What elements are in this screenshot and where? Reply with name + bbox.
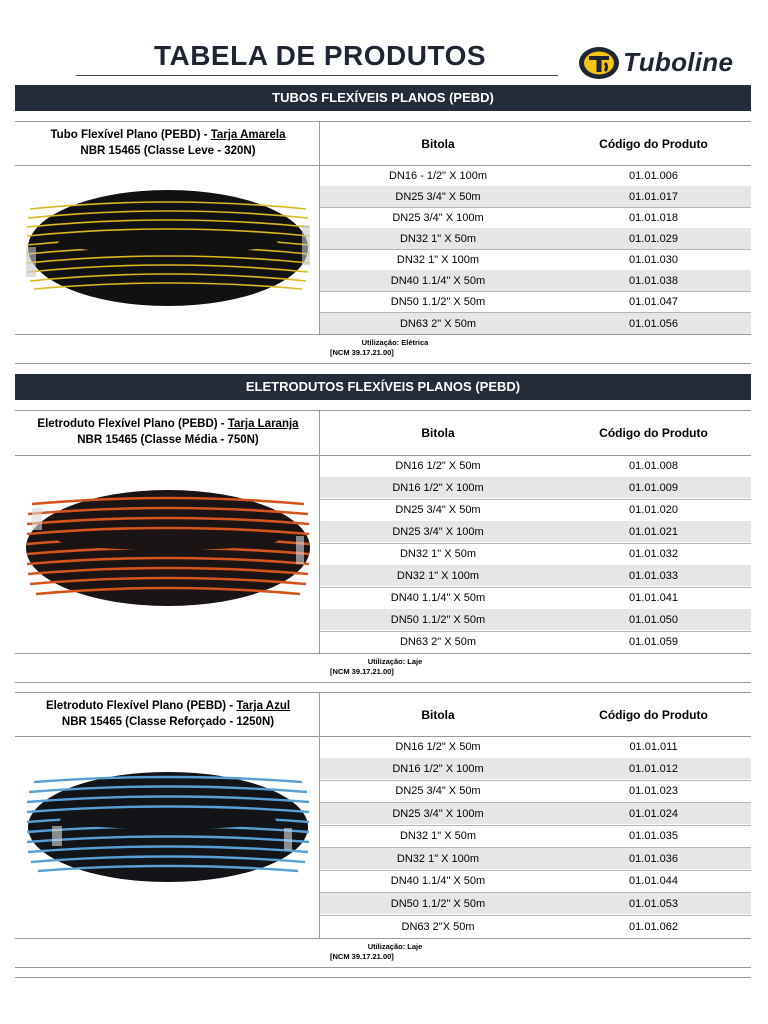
product-norm: NBR 15465 (Classe Leve - 320N)	[80, 145, 256, 157]
codigo-cell: 01.01.062	[629, 920, 678, 933]
table-row	[320, 848, 751, 869]
divider	[15, 410, 751, 411]
codigo-cell: 01.01.041	[629, 591, 678, 604]
product-name: Tubo Flexível Plano (PEBD) -	[50, 129, 211, 141]
bitola-cell: DN50 1.1/2" X 50m	[390, 613, 486, 626]
bitola-cell: DN32 1" X 100m	[396, 852, 480, 865]
bitola-cell: DN25 3/4" X 100m	[392, 525, 484, 538]
table-row	[320, 609, 751, 630]
column-header-bitola: Bitola	[421, 708, 455, 722]
product-norm: NBR 15465 (Classe Média - 750N)	[77, 434, 259, 446]
usage-note	[330, 942, 460, 962]
table-row	[320, 499, 751, 520]
product-stripe: Tarja Azul	[236, 700, 291, 712]
table-row	[320, 565, 751, 586]
column-header-bitola: Bitola	[421, 426, 455, 440]
bitola-cell: DN16 - 1/2" X 100m	[388, 169, 488, 182]
table-row	[320, 870, 751, 891]
table-row	[320, 543, 751, 564]
divider	[15, 938, 751, 939]
divider	[15, 363, 751, 364]
codigo-cell: 01.01.018	[629, 211, 678, 224]
usage-note	[330, 657, 460, 677]
divider	[15, 121, 751, 122]
table-row	[320, 803, 751, 824]
table-row	[320, 736, 751, 757]
yellow-stripe-pipe-coil-image	[22, 185, 314, 311]
table-row	[320, 780, 751, 801]
bitola-cell: DN50 1.1/2" X 50m	[390, 897, 486, 910]
brand-name: Tuboline	[623, 47, 734, 77]
product-stripe: Tarja Amarela	[210, 129, 286, 141]
product-stripe: Tarja Laranja	[227, 418, 299, 430]
orange-stripe-pipe-coil-image	[22, 486, 314, 610]
usage-text: Utilização: Elétrica	[361, 338, 429, 347]
table-row	[320, 916, 751, 937]
codigo-cell: 01.01.035	[629, 829, 678, 842]
product-name: Eletroduto Flexível Plano (PEBD) -	[45, 700, 237, 712]
table-row	[320, 825, 751, 846]
codigo-cell: 01.01.030	[629, 253, 678, 266]
table-row	[320, 249, 751, 270]
codigo-cell: 01.01.017	[629, 190, 678, 203]
codigo-cell: 01.01.036	[629, 852, 678, 865]
bitola-cell: DN16 1/2" X 50m	[395, 459, 481, 472]
bitola-cell: DN32 1" X 50m	[399, 829, 477, 842]
table-row	[320, 631, 751, 652]
table-row	[320, 165, 751, 186]
bitola-cell: DN16 1/2" X 100m	[392, 481, 484, 494]
bitola-cell: DN32 1" X 100m	[396, 569, 480, 582]
bitola-cell: DN40 1.1/4" X 50m	[390, 274, 486, 287]
tuboline-logo	[578, 45, 743, 81]
bitola-cell: DN63 2"X 50m	[401, 920, 475, 933]
ncm-text: [NCM 39.17.21.00]	[330, 348, 394, 357]
table-row	[320, 228, 751, 249]
codigo-cell: 01.01.029	[629, 232, 678, 245]
product-title	[20, 127, 316, 159]
section-bar-tubos: TUBOS FLEXÍVEIS PLANOS (PEBD)	[15, 85, 751, 111]
codigo-cell: 01.01.020	[629, 503, 678, 516]
codigo-cell: 01.01.059	[629, 635, 678, 648]
divider	[15, 334, 751, 335]
column-header-bitola: Bitola	[421, 137, 455, 151]
codigo-cell: 01.01.024	[629, 807, 678, 820]
ncm-text: [NCM 39.17.21.00]	[330, 952, 394, 961]
codigo-cell: 01.01.011	[629, 740, 678, 753]
product-title	[20, 416, 316, 448]
blue-stripe-pipe-coil-image	[22, 768, 314, 886]
codigo-cell: 01.01.038	[629, 274, 678, 287]
product-title	[20, 698, 316, 730]
table-row	[320, 758, 751, 779]
bitola-cell: DN40 1.1/4" X 50m	[390, 591, 486, 604]
ncm-text: [NCM 39.17.21.00]	[330, 667, 394, 676]
usage-text: Utilização: Laje	[367, 657, 423, 666]
bitola-cell: DN32 1" X 50m	[399, 232, 477, 245]
codigo-cell: 01.01.047	[629, 295, 678, 308]
codigo-cell: 01.01.056	[629, 317, 678, 330]
table-row	[320, 291, 751, 312]
divider	[15, 977, 751, 978]
column-header-codigo: Código do Produto	[599, 708, 708, 722]
codigo-cell: 01.01.023	[629, 784, 678, 797]
divider	[15, 692, 751, 693]
section-bar-eletrodutos: ELETRODUTOS FLEXÍVEIS PLANOS (PEBD)	[15, 374, 751, 400]
bitola-cell: DN25 3/4" X 50m	[395, 784, 481, 797]
bitola-cell: DN50 1.1/2" X 50m	[390, 295, 486, 308]
bitola-cell: DN16 1/2" X 50m	[395, 740, 481, 753]
bitola-cell: DN25 3/4" X 50m	[395, 190, 481, 203]
codigo-cell: 01.01.009	[629, 481, 678, 494]
bitola-cell: DN25 3/4" X 50m	[395, 503, 481, 516]
codigo-cell: 01.01.032	[629, 547, 678, 560]
codigo-cell: 01.01.044	[629, 874, 678, 887]
bitola-cell: DN16 1/2" X 100m	[392, 762, 484, 775]
codigo-cell: 01.01.021	[629, 525, 678, 538]
codigo-cell: 01.01.050	[629, 613, 678, 626]
table-row	[320, 521, 751, 542]
product-name: Eletroduto Flexível Plano (PEBD) -	[37, 418, 228, 430]
tuboline-logo-icon	[578, 45, 622, 81]
table-row	[320, 207, 751, 228]
table-row	[320, 477, 751, 498]
column-header-codigo: Código do Produto	[599, 137, 708, 151]
product-norm: NBR 15465 (Classe Reforçado - 1250N)	[61, 716, 275, 728]
table-row	[320, 270, 751, 291]
column-header-codigo: Código do Produto	[599, 426, 708, 440]
divider	[15, 682, 751, 683]
table-row	[320, 186, 751, 207]
table-row	[320, 313, 751, 334]
table-row	[320, 455, 751, 476]
divider	[15, 967, 751, 968]
codigo-cell: 01.01.006	[629, 169, 678, 182]
title-underline	[76, 75, 558, 76]
bitola-cell: DN40 1.1/4" X 50m	[390, 874, 486, 887]
page-title: TABELA DE PRODUTOS	[153, 40, 487, 71]
codigo-cell: 01.01.053	[629, 897, 678, 910]
bitola-cell: DN63 2" X 50m	[399, 317, 477, 330]
table-row	[320, 587, 751, 608]
bitola-cell: DN32 1" X 50m	[399, 547, 477, 560]
usage-note	[330, 338, 460, 358]
divider	[15, 653, 751, 654]
usage-text: Utilização: Laje	[367, 942, 423, 951]
codigo-cell: 01.01.012	[629, 762, 678, 775]
bitola-cell: DN25 3/4" X 100m	[392, 807, 484, 820]
codigo-cell: 01.01.033	[629, 569, 678, 582]
bitola-cell: DN25 3/4" X 100m	[392, 211, 484, 224]
codigo-cell: 01.01.008	[629, 459, 678, 472]
bitola-cell: DN63 2" X 50m	[399, 635, 477, 648]
bitola-cell: DN32 1" X 100m	[396, 253, 480, 266]
table-row	[320, 893, 751, 914]
